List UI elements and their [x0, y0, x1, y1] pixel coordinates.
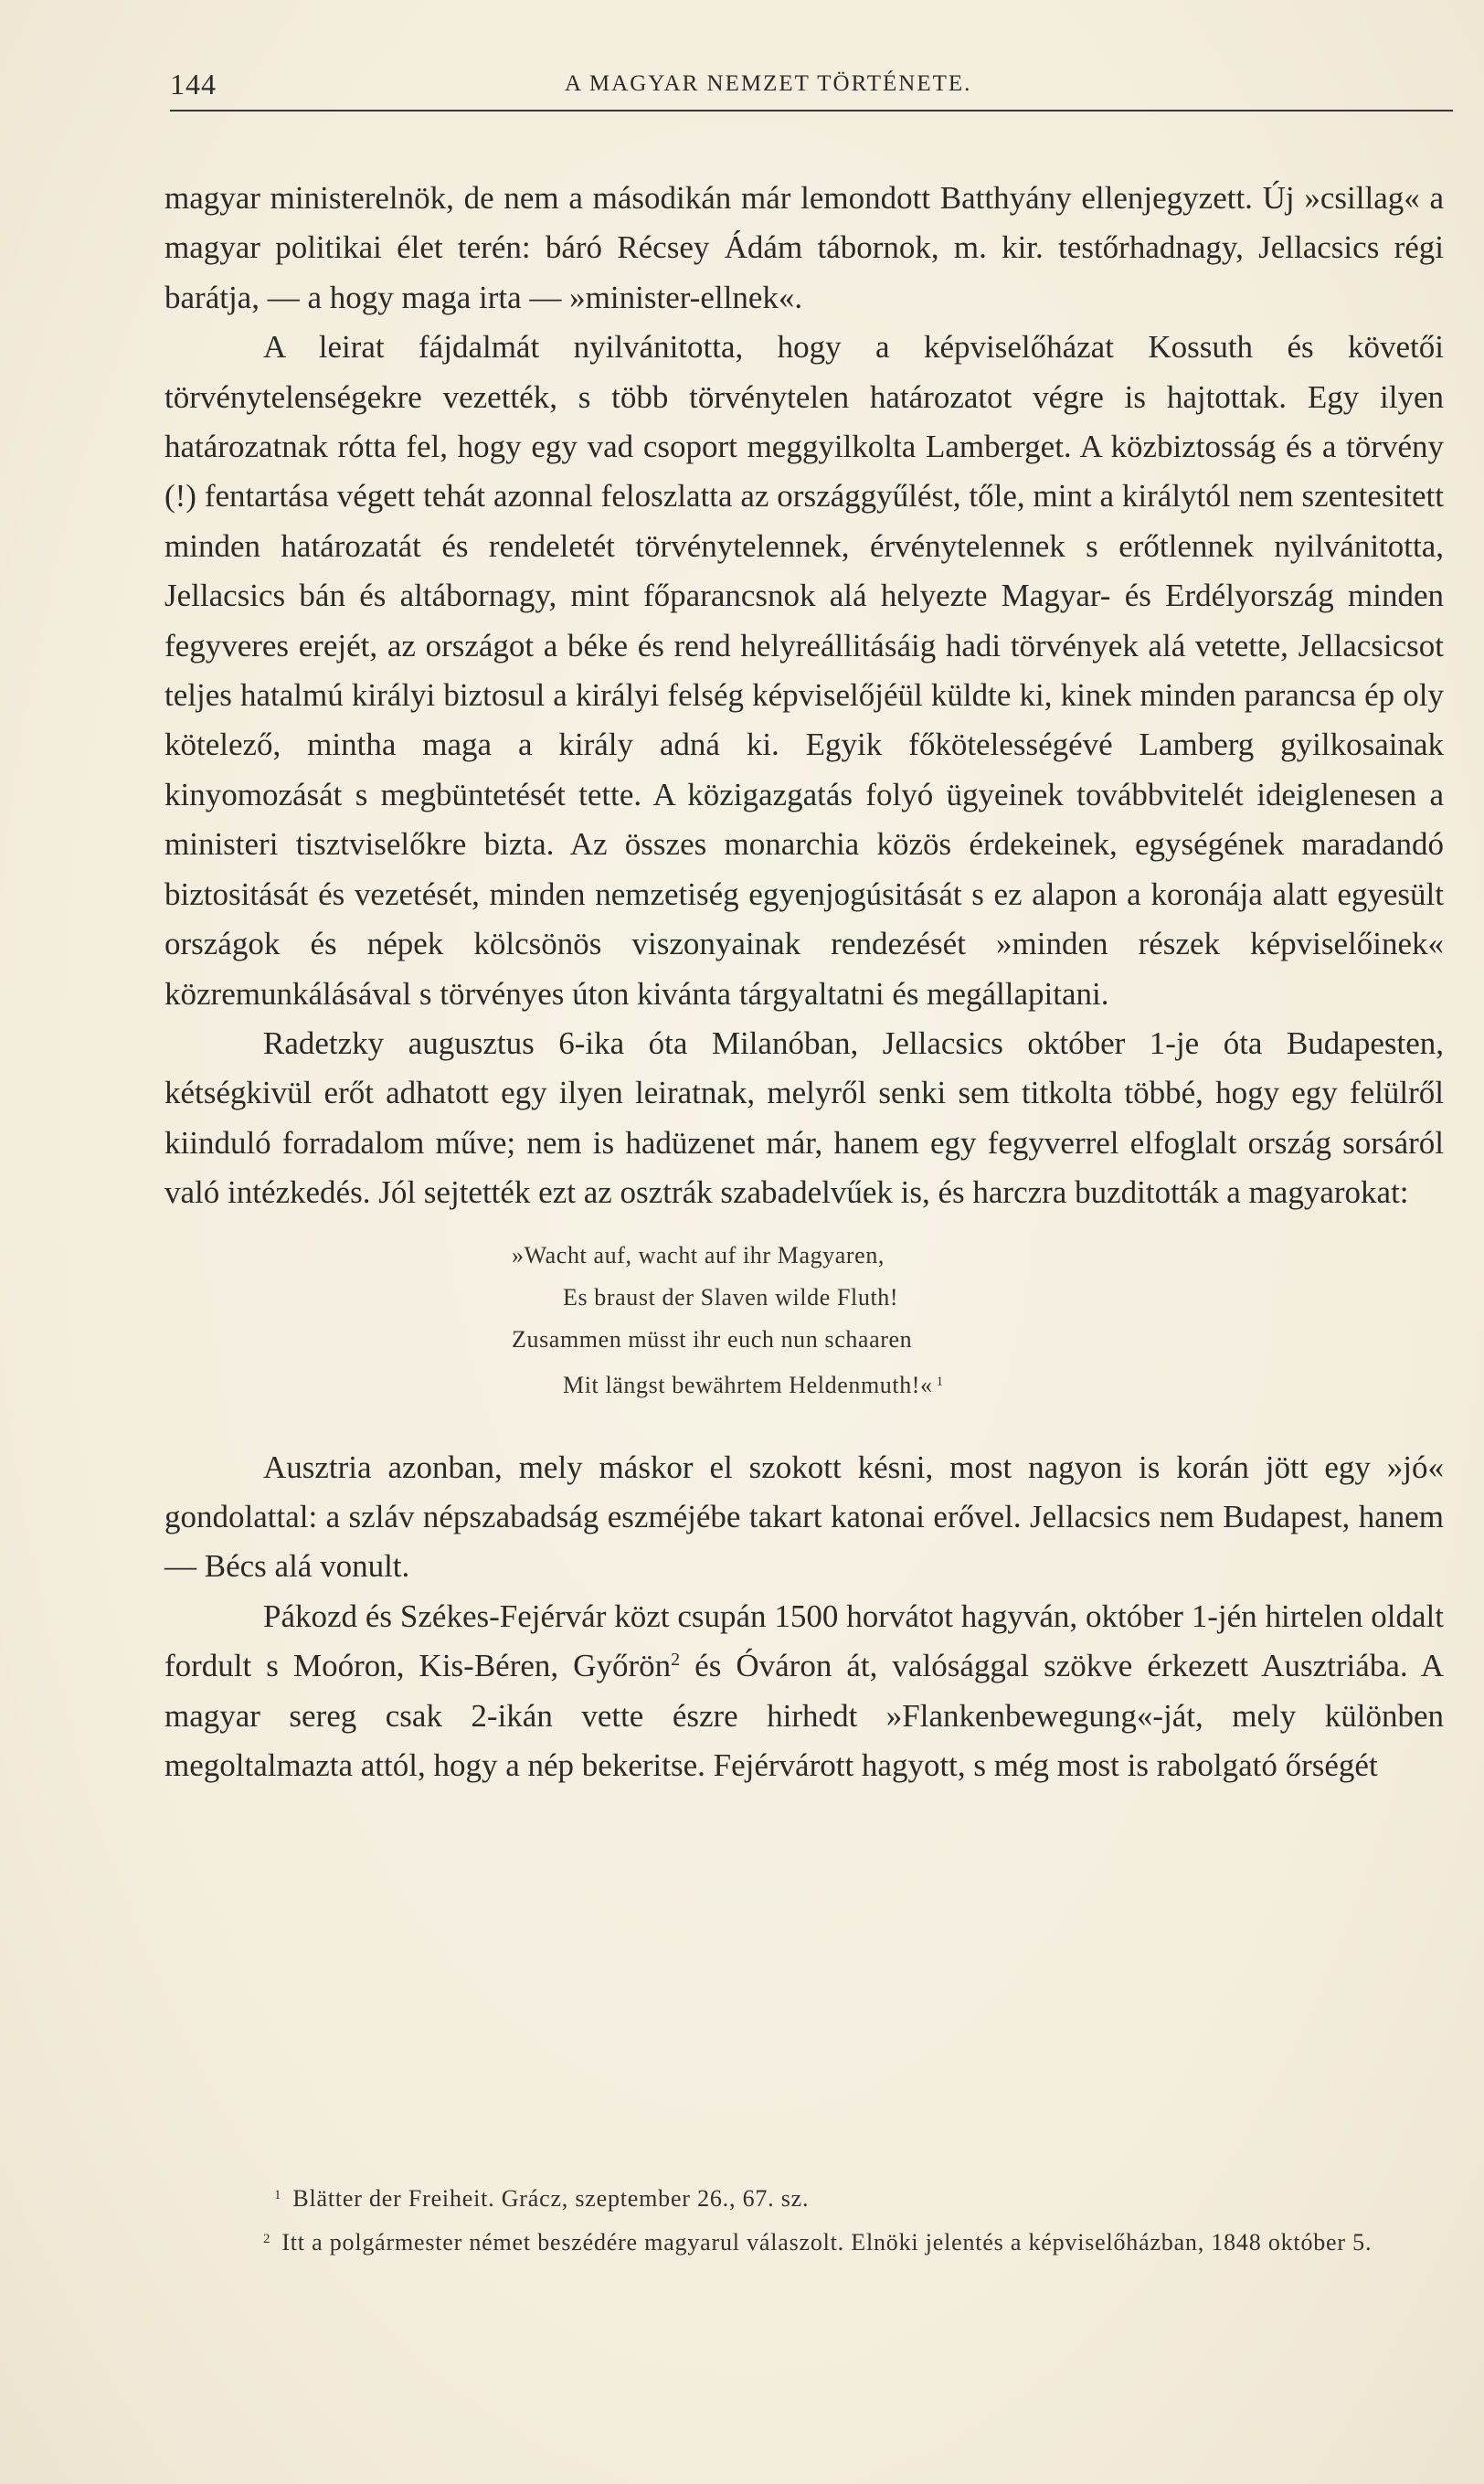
- paragraph-2: A leirat fájdalmát nyilvánitotta, hogy a képviselőházat Kossuth és követői törvénytelenségekre vezették, s több törvénytelen határozatot végre is hajtottak. Egy ilyen határozatnak rótta fel, hogy egy vad csoport meggyilkolta Lamberget. A közbiztosság és a törvény (!) fentartása végett tehát azonnal feloszlatta az országgyűlést, tőle, mint a királytól nem szentesitett minden határozatát és rendeletét törvénytelennek, érvénytelennek s erőtlennek nyilvánitotta, Jellacsics bán és altábornagy, mint főparancsnok alá helyezte Magyar- és Erdélyország minden fegyveres erejét, az országot a béke és rend helyreállitásáig hadi törvények alá vetette, Jellacsicsot teljes hatalmú királyi biztosul a királyi felség képviselőjéül küldte ki, kinek minden parancsa ép oly kötelező, mintha maga a király adná ki. Egyik főkötelességévé Lamberg gyilkosainak kinyomozását s megbüntetését tette. A közigazgatás folyó ügyeinek továbbvitelét ideiglenesen a ministeri tisztviselőkre bizta. Az összes monarchia közös érdekeinek, egységének maradandó biztositását és vezetését, minden nemzetiség egyenjogúsitását s ez alapon a koronája alatt egyesült országok és népek kölcsönös viszonyainak rendezését »minden részek képviselőinek« közremunkálásával s törvényes úton kivánta tárgyaltatni és megállapitani.: [164, 329, 1444, 1012]
- page-header: [170, 68, 1451, 104]
- poem-line: Mit längst bewährtem Heldenmuth!«: [563, 1371, 933, 1398]
- footnotes: [164, 2175, 1446, 2263]
- body-text: [164, 174, 1444, 1790]
- poem-line-last: [512, 1361, 1444, 1407]
- paragraph-5: [164, 1592, 1444, 1791]
- footnote-ref-1: 1: [936, 1374, 944, 1389]
- footnote-number: 2: [263, 2232, 271, 2246]
- paragraph-3: Radetzky augusztus 6-ika óta Milanóban, Jellacsics október 1-je óta Budapesten, kétségkivül erőt adhatott egy ilyen leiratnak, melyről senki sem titkolta többé, hogy egy felülről kiinduló forradalom műve; nem is hadüzenet már, hanem egy fegyverrel elfoglalt ország sorsáról való intézkedés. Jól sejtették ezt az osztrák szabadelvűek is, és harczra buzditották a magyarokat:: [164, 1024, 1444, 1211]
- poem-quote: [164, 1235, 1444, 1407]
- footnote-ref-2: 2: [671, 1650, 681, 1671]
- running-title: A MAGYAR NEMZET TÖRTÉNETE.: [565, 71, 972, 96]
- paragraph-5-start: Pákozd és Székes-Fejérvár közt csupán 1500 horvátot hagyván, október 1-jén hirtelen oldalt fordult s Moóron, Kis-Béren, Győrön: [164, 1598, 1444, 1684]
- footnote-number: 1: [274, 2188, 282, 2203]
- footnote-text: Itt a polgármester német beszédére magyarul válaszolt. Elnöki jelentés a képviselőházban, 1848 október 5.: [281, 2229, 1373, 2256]
- paragraph-5-rest: és Óváron át, valósággal szökve érkezett Ausztriába. A magyar sereg csak 2-ikán vette észre hirhedt »Flankenbewegung«-ját, mely különben megoltalmazta attól, hogy a nép bekeritse. Fejérvárott hagyott, s még most is rabolgató őrségét: [164, 1648, 1444, 1783]
- paragraph-4: Ausztria azonban, mely máskor el szokott késni, most nagyon is korán jött egy »jó« gondolattal: a szláv népszabadság eszméjébe takart katonai erővel. Jellacsics nem Budapest, hanem — Bécs alá vonult.: [164, 1449, 1444, 1585]
- footnote-2: [164, 2219, 1446, 2263]
- header-rule: [170, 110, 1453, 111]
- poem-line: »Wacht auf, wacht auf ihr Magyaren,: [512, 1241, 885, 1269]
- poem-line: Es braust der Slaven wilde Fluth!: [563, 1283, 899, 1311]
- page-number: 144: [170, 68, 217, 101]
- poem-line: Zusammen müsst ihr euch nun schaaren: [512, 1325, 913, 1353]
- footnote-1: [164, 2175, 1446, 2219]
- footnote-text: Blätter der Freiheit. Grácz, szeptember 26., 67. sz.: [292, 2185, 810, 2212]
- paragraph-1: magyar ministerelnök, de nem a másodikán már lemondott Batthyány ellenjegyzett. Új »csillag« a magyar politikai élet terén: báró Récsey Ádám tábornok, m. kir. testőrhadnagy, Jellacsics régi barátja, — a hogy maga irta — »minister-ellnek«.: [164, 180, 1444, 315]
